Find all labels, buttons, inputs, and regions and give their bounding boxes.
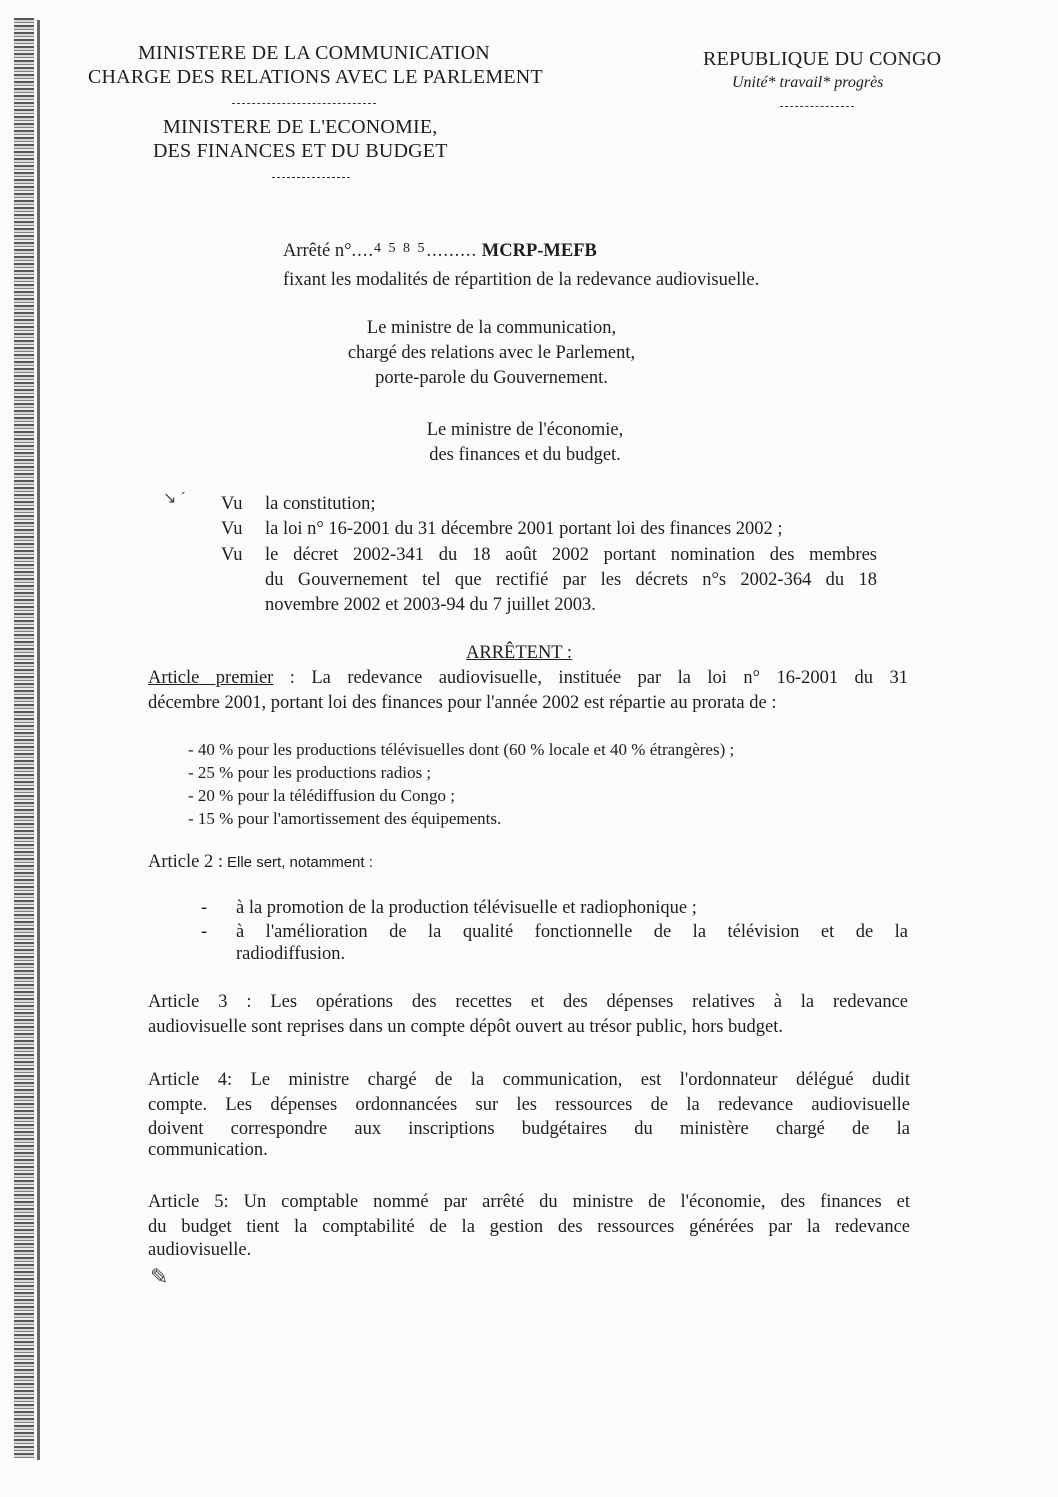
separator [780,106,854,107]
article-2-intro: Elle sert, notamment : [227,854,373,871]
article-5-line-3: audiovisuelle. [148,1240,252,1260]
minister-1-line-1: Le ministre de la communication, [366,318,617,338]
binding-strip [14,18,34,1458]
separator [232,103,376,104]
handwritten-mark: ↘ ˊ [163,490,186,507]
ministry-line-1: MINISTERE DE LA COMMUNICATION [138,42,490,64]
article-1-line-2: décembre 2001, portant loi des finances pour l'année 2002 est répartie au prorata de : [148,693,777,713]
handwritten-initials: ✎ [150,1264,169,1289]
ministry-line-4: DES FINANCES ET DU BUDGET [153,140,448,162]
minister-1-line-3: porte-parole du Gouvernement. [375,368,608,388]
article-1-line-1: Article premier : La redevance audiovisuelle, instituée par la loi n° 16-2001 du 31 [148,668,908,688]
vu-item-continued: novembre 2002 et 2003-94 du 7 juillet 2003. [265,595,596,615]
article-4-line-1: Article 4: Le ministre chargé de la communication, est l'ordonnateur délégué dudit [148,1070,910,1090]
distribution-item: - 15 % pour l'amortissement des équipements. [188,809,502,828]
vu-item-continued: du Gouvernement tel que rectifié par les décrets n°s 2002-364 du 18 [265,570,877,590]
decree-number-line: Arrêté n°....$^{4 5 8 5}$......... MCRP-MEFB [283,241,597,261]
article-5-line-2: du budget tient la comptabilité de la gestion des ressources générées par la redevance [148,1217,910,1237]
vu-label: Vu [221,519,243,539]
article-2-title: Article 2 : [148,852,224,872]
vu-item: le décret 2002-341 du 18 août 2002 portant nomination des membres [265,545,877,565]
vu-label: Vu [221,494,243,514]
distribution-item: - 40 % pour les productions télévisuelles dont (60 % locale et 40 % étrangères) ; [188,740,735,759]
article-2-intro-line [148,852,373,873]
article-2-item-1: à la promotion de la production télévisuelle et radiophonique ; [236,898,697,918]
minister-2-line-2: des finances et du budget. [429,445,621,465]
vu-item: la loi n° 16-2001 du 31 décembre 2001 portant loi des finances 2002 ; [265,519,783,539]
arretent-heading: ARRÊTENT : [466,643,573,663]
distribution-item: - 20 % pour la télédiffusion du Congo ; [188,786,455,805]
article-5-line-1: Article 5: Un comptable nommé par arrêté du ministre de l'économie, des finances et [148,1192,910,1212]
article-1-title: Article premier [148,668,274,688]
distribution-item: - 25 % pour les productions radios ; [188,763,432,782]
article-4-line-3: doivent correspondre aux inscriptions budgétaires du ministère chargé de la [148,1119,910,1139]
ministry-line-2: CHARGE DES RELATIONS AVEC LE PARLEMENT [88,66,543,88]
article-4-line-4: communication. [148,1140,268,1160]
decree-number: 4 5 8 5 [374,241,427,256]
article-2-item-2-line-2: radiodiffusion. [236,944,346,964]
country-name: REPUBLIQUE DU CONGO [703,48,942,70]
article-3-line-2: audiovisuelle sont reprises dans un compte dépôt ouvert au trésor public, hors budget. [148,1017,784,1037]
minister-2-line-1: Le ministre de l'économie, [426,420,624,440]
decree-suffix: MCRP-MEFB [481,241,597,261]
decree-prefix: Arrêté n° [283,241,352,261]
article-2-item-2-line-1: à l'amélioration de la qualité fonctionnelle de la télévision et de la [236,922,908,942]
article-2-bullet: - [201,898,208,918]
country-motto: Unité* travail* progrès [732,74,884,91]
article-4-line-2: compte. Les dépenses ordonnancées sur les ressources de la redevance audiovisuelle [148,1095,910,1115]
vu-label: Vu [221,545,243,565]
article-2-bullet: - [201,922,208,942]
binding-edge [37,20,40,1460]
vu-item: la constitution; [265,494,376,514]
decree-subject: fixant les modalités de répartition de la redevance audiovisuelle. [283,270,760,290]
separator [272,177,350,178]
minister-1-line-2: chargé des relations avec le Parlement, [347,343,636,363]
article-3-line-1: Article 3 : Les opérations des recettes et des dépenses relatives à la redevance [148,992,908,1012]
ministry-line-3: MINISTERE DE L'ECONOMIE, [163,116,438,138]
